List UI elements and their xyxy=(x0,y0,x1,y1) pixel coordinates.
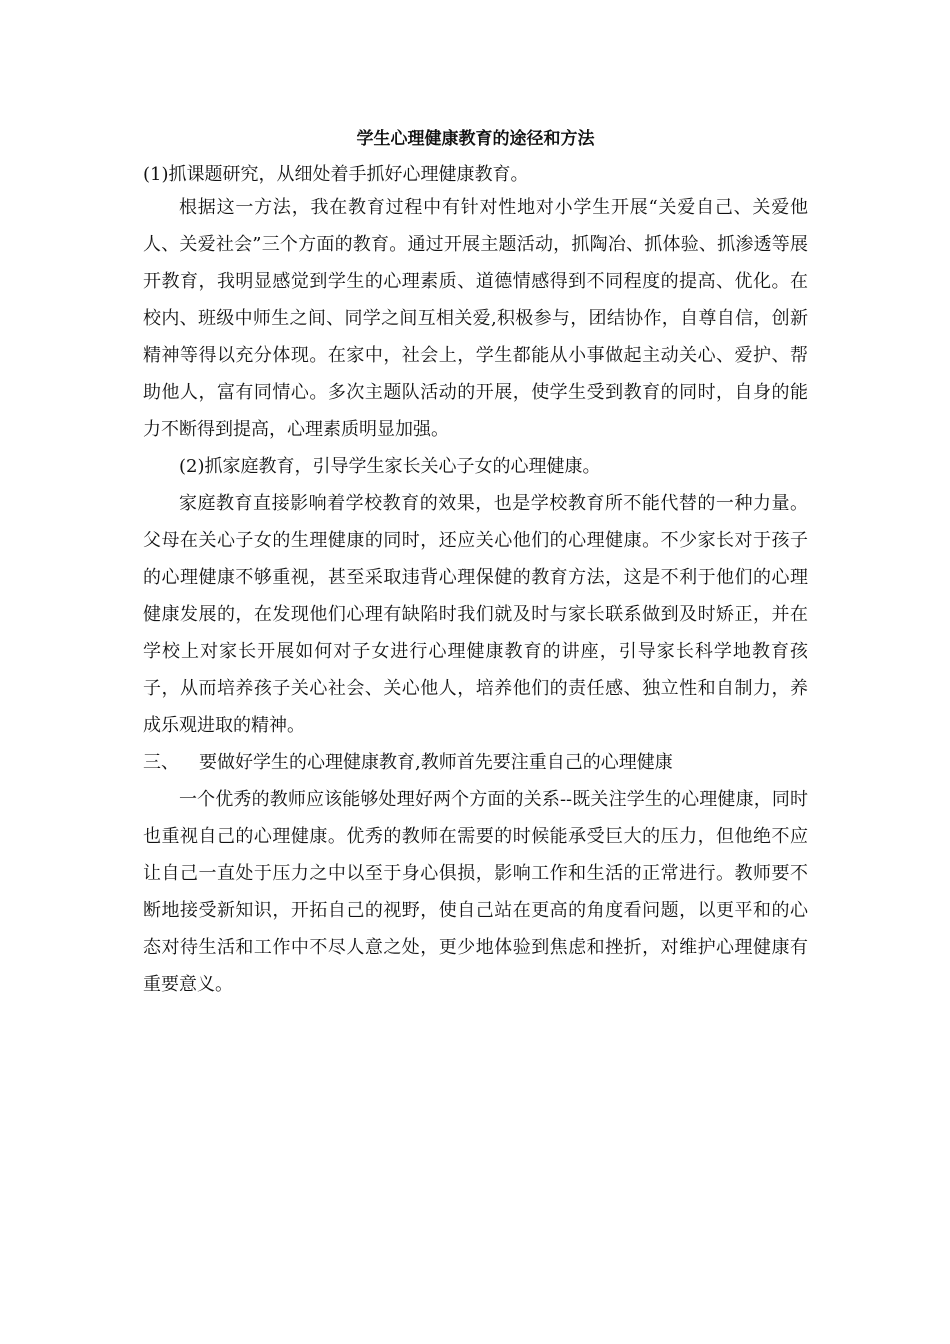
paragraph-3: 一个优秀的教师应该能够处理好两个方面的关系--既关注学生的心理健康，同时也重视自己的心理健康。优秀的教师在需要的时候能承受巨大的压力，但他绝不应让自己一直处于压力之中以至于身心俱损，影响工作和生活的正常进行。教师要不断地接受新知识，开拓自己的视野，使自己站在更高的角度看问题，以更平和的心态对待生活和工作中不尽人意之处，更少地体验到焦虑和挫折，对维护心理健康有重要意义。 xyxy=(143,789,808,995)
document-title: 学生心理健康教育的途径和方法 xyxy=(356,129,595,149)
subheading-2: (2)抓家庭教育，引导学生家长关心子女的心理健康。 xyxy=(179,456,601,477)
paragraph-1: 根据这一方法，我在教育过程中有针对性地对小学生开展“关爱自己、关爱他人、关爱社会”三个方面的教育。通过开展主题活动，抓陶冶、抓体验、抓渗透等展开教育，我明显感觉到学生的心理素质、道德情感得到不同程度的提高、优化。在校内、班级中师生之间、同学之间互相关爱,积极参与，团结协作，自尊自信，创新精神等得以充分体现。在家中，社会上，学生都能从小事做起主动关心、爱护、帮助他人，富有同情心。多次主题队活动的开展，使学生受到教育的同时，自身的能力不断得到提高，心理素质明显加强。 xyxy=(143,197,808,440)
section-heading-3 xyxy=(143,744,808,781)
paragraph-2: 家庭教育直接影响着学校教育的效果，也是学校教育所不能代替的一种力量。父母在关心子女的生理健康的同时，还应关心他们的心理健康。不少家长对于孩子的心理健康不够重视，甚至采取违背心理保健的教育方法，这是不利于他们的心理健康发展的，在发现他们心理有缺陷时我们就及时与家长联系做到及时矫正，并在学校上对家长开展如何对子女进行心理健康教育的讲座，引导家长科学地教育孩子，从而培养孩子关心社会、关心他人，培养他们的责任感、独立性和自制力，养成乐观进取的精神。 xyxy=(143,493,808,736)
section-title: 要做好学生的心理健康教育,教师首先要注重自己的心理健康 xyxy=(199,752,673,773)
section-number: 三、 xyxy=(143,752,179,773)
subheading-1: (1)抓课题研究，从细处着手抓好心理健康教育。 xyxy=(143,164,529,185)
document-content xyxy=(143,124,808,1003)
